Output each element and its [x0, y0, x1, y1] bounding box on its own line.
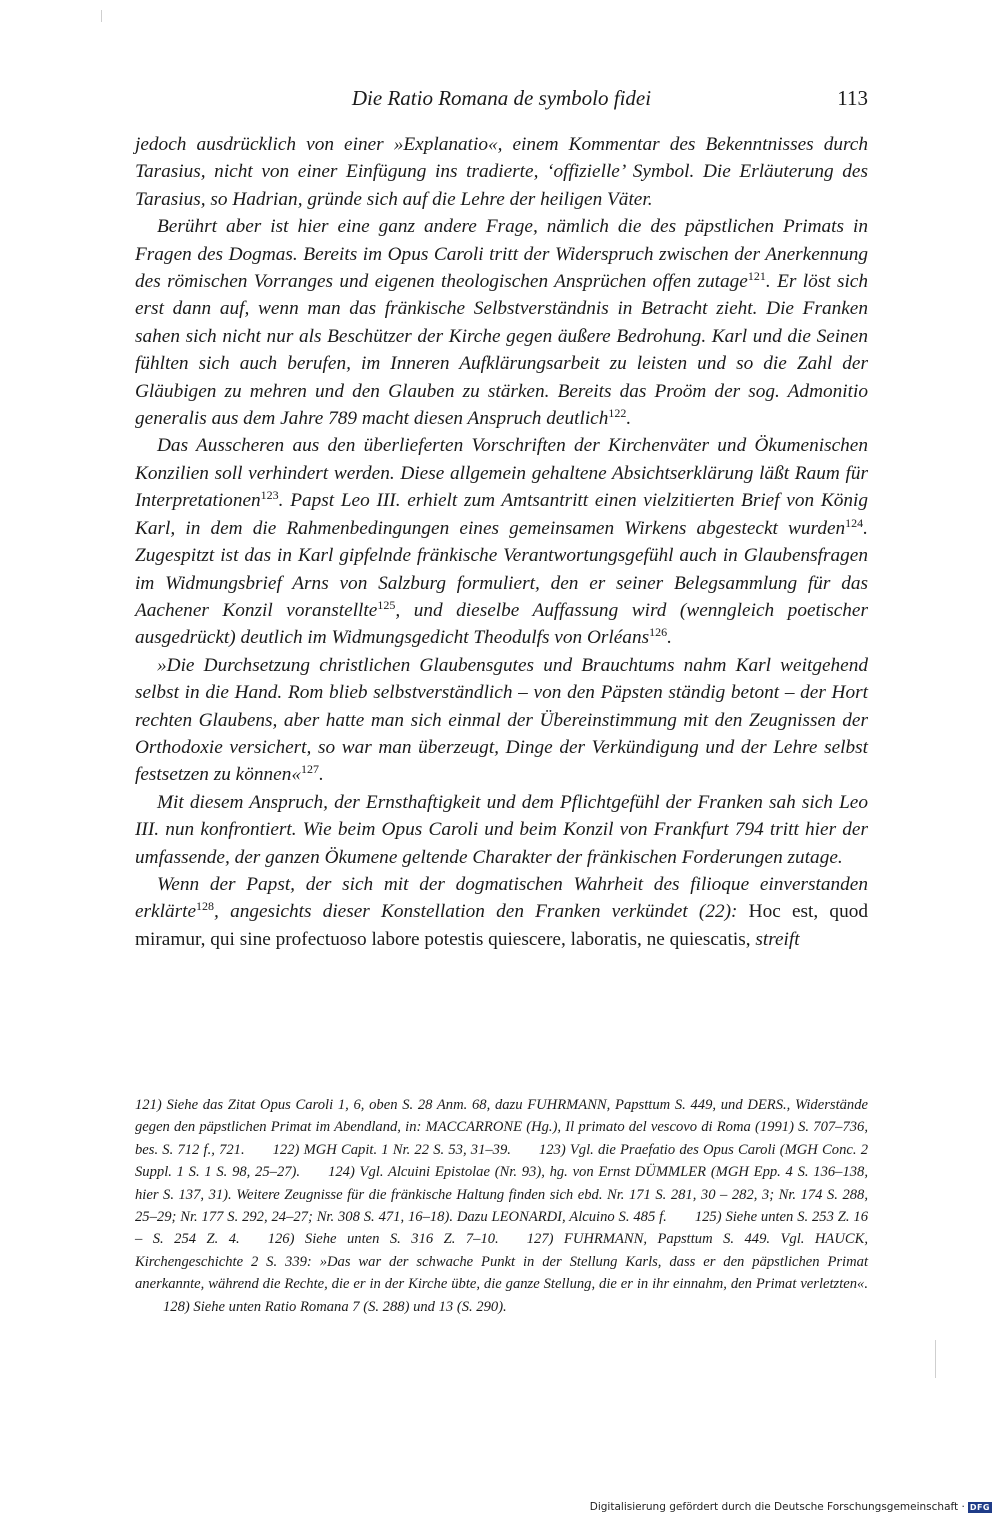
text-segment: .	[319, 764, 324, 786]
text-segment: Mit diesem Anspruch, der Ernsthaftigkeit und dem Pflichtgefühl der Franken sah sich Leo III. nun konfrontiert. Wie beim Opus Caroli und beim Konzil von Frankfurt 794 tritt hier der umfassende, der ganzen Ökumene geltende Charakter der fränkischen Forderungen zutage.	[135, 791, 868, 868]
text-segment: .	[667, 627, 672, 649]
running-title: Die Ratio Romana de symbolo fidei	[351, 86, 652, 110]
body-paragraph	[135, 432, 868, 651]
text-segment: . Zugespitzt ist das in Karl gipfelnde fränkische Verantwortungsgefühl auch in Glaubensfragen im Widmungsbrief Arns von Salzburg formuliert, den er seiner Belegsammlung für das Aachener Konzil voranstellte	[135, 517, 868, 621]
body-paragraph	[135, 213, 868, 432]
digitization-note	[590, 1501, 992, 1513]
text-segment: streift	[750, 928, 800, 950]
body-paragraph	[135, 789, 868, 871]
body-text	[135, 131, 868, 953]
dfg-logo-icon: DFG	[969, 1502, 990, 1512]
text-segment: Wenn der Papst, der sich mit der dogmatischen Wahrheit des filioque einverstanden erklärte	[135, 873, 868, 923]
scan-mark	[101, 10, 102, 22]
footnote-ref: 124	[845, 515, 864, 530]
footnote-ref: 123	[260, 488, 279, 503]
footnote-ref: 128	[196, 899, 215, 914]
footnote-ref: 127	[301, 762, 319, 777]
text-segment: jedoch ausdrücklich von einer »Explanatio«, einem Kommentar des Bekenntnisses durch Tarasius, nicht von einer Einfügung ins tradierte, ‘offizielle’ Symbol. Die Erläuterung des Tarasius, so Hadrian, gründe sich auf die Lehre der heiligen Väter.	[135, 134, 868, 210]
text-segment: . Papst Leo III. erhielt zum Amtsantritt einen vielzitierten Brief von König Karl, in dem die Rahmenbedingungen eines gemeinsamen Wirkens abgesteckt wurden	[135, 490, 868, 539]
text-segment: . Er löst sich erst dann auf, wenn man das fränkische Selbstverständnis in Betracht zieht. Die Franken sahen sich nicht nur als Beschützer der Kirche gegen äußere Bedrohung. Karl und die Seinen fühlten sich auch berufen, im Inneren Aufklärungsarbeit zu leisten und so die Zahl der Gläubigen zu mehren und den Glauben zu stärken. Bereits das Proöm der sog. Admonitio generalis aus dem Jahre 789 macht diesen Anspruch deutlich	[135, 271, 868, 430]
footnote-ref: 122	[608, 406, 627, 421]
footnote: 126) Siehe unten S. 316 Z. 7–10.	[267, 1231, 499, 1248]
page-number: 113	[837, 86, 868, 110]
footnotes	[135, 1094, 868, 1318]
footnote: 121) Siehe das Zitat Opus Caroli 1, 6, oben S. 28 Anm. 68, dazu FUHRMANN, Papsttum S. 449, und DERS., Widerstände gegen den päpstlichen Primat im Abendland, in: MACCARRONE (Hg.), Il primato del vescovo di Roma (1991) S. 707–736, bes. S. 712 f., 721.	[135, 1097, 868, 1158]
footnote: 125) Siehe unten S. 253 Z. 16 – S. 254 Z. 4.	[135, 1209, 868, 1248]
body-paragraph	[135, 652, 868, 789]
body-paragraph	[135, 131, 868, 213]
footnote: 122) MGH Capit. 1 Nr. 22 S. 53, 31–39.	[272, 1141, 511, 1158]
footnote: 124) Vgl. Alcuini Epistolae (Nr. 93), hg. von Ernst DÜMMLER (MGH Epp. 4 S. 136–138, hier S. 137, 31). Weitere Zeugnisse für die fränkische Haltung finden sich ebd. Nr. 171 S. 281, 30 – 282, 3; Nr. 174 S. 288, 25–29; Nr. 177 S. 292, 24–27; Nr. 308 S. 471, 16–18). Dazu LEONARDI, Alcuino S. 485 f.	[135, 1164, 868, 1226]
footnote: 123) Vgl. die Praefatio des Opus Caroli (MGH Conc. 2 Suppl. 1 S. 1 S. 98, 25–27).	[135, 1141, 868, 1181]
text-segment: Berührt aber ist hier eine ganz andere Frage, nämlich die des päpstlichen Primats in Fragen des Dogmas. Bereits im Opus Caroli tritt der Widerspruch zwischen der Anerkennung des römischen Vorranges und eigenen theologischen Ansprüchen offen zutage	[135, 216, 868, 293]
footnote-ref: 126	[649, 625, 668, 640]
footnote: 128) Siehe unten Ratio Romana 7 (S. 288) und 13 (S. 290).	[163, 1298, 507, 1315]
text-segment: »Die Durchsetzung christlichen Glaubensgutes und Brauchtums nahm Karl weitgehend selbst in die Hand. Rom blieb selbstverständlich – von den Päpsten ständig betont – der Hort rechten Glaubens, aber hatte man sich einmal der Übereinstimmung mit den Zeugnissen der Orthodoxie versichert, so war man überzeugt, Dinge der Verkündigung und der Lehre selbst festsetzen zu können«	[135, 654, 868, 786]
footnote: 127) FUHRMANN, Papsttum S. 449. Vgl. HAUCK, Kirchengeschichte 2 S. 339: »Das war der schwache Punkt in der Stellung Karls, dass er den päpstlichen Primat anerkannte, während die Rechte, die er in der Kirche übte, die ganze Stellung, die er in ihr einnahm, den Primat verletzten«.	[135, 1231, 868, 1293]
text-segment: , und dieselbe Auffassung wird (wenngleich poetischer ausgedrückt) deutlich im Widmungsgedicht Theodulfs von Orléans	[135, 599, 868, 649]
footnote-ref: 121	[747, 269, 766, 284]
scan-mark	[935, 1340, 936, 1378]
body-paragraph	[135, 871, 868, 953]
text-segment: Das Ausscheren aus den überlieferten Vorschriften der Kirchenväter und Ökumenischen Konzilien soll verhindert werden. Diese allgemein gehaltene Absichtserklärung läßt Raum für Interpretationen	[135, 435, 868, 512]
footnote-ref: 125	[377, 597, 396, 612]
latin-quote: Hoc est, quod miramur, qui sine profectuoso labore potestis quiescere, laboratis, ne quiescatis,	[135, 901, 868, 950]
text-segment: .	[626, 408, 632, 430]
text-segment: , angesichts dieser Konstellation den Franken verkündet (22):	[214, 901, 749, 923]
running-header	[135, 86, 868, 116]
digitization-text: Digitalisierung gefördert durch die Deutsche Forschungsgemeinschaft ·	[589, 1501, 965, 1513]
